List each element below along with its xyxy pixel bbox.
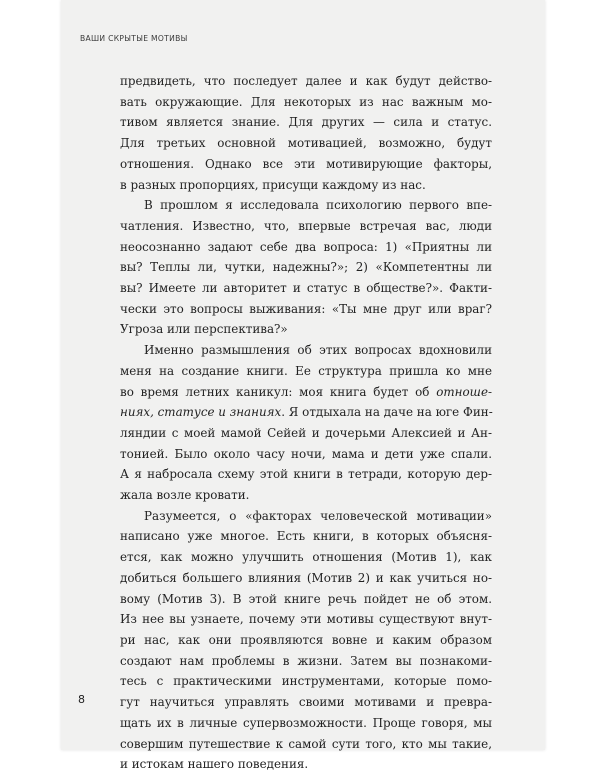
- text-line: щать их в личные супервозможности. Проще говоря, мы: [120, 715, 492, 730]
- text-line: и истокам нашего поведения.: [120, 757, 309, 772]
- text-line: тонией. Было около часу ночи, мама и дети уже спали.: [120, 446, 492, 461]
- text-line: гут научиться управлять своими мотивами и превра-: [120, 695, 492, 710]
- text-line: вому (Мотив 3). В этой книге речь пойдет не об этом.: [120, 591, 492, 606]
- text-line: вать окружающие. Для некоторых из нас важным мо-: [120, 94, 492, 109]
- text-line: совершим путешествие к самой сути того, кто мы такие,: [120, 736, 492, 751]
- running-header: ВАШИ СКРЫТЫЕ МОТИВЫ: [80, 34, 188, 43]
- text-line: вы? Имеете ли авторитет и статус в обществе?». Факти-: [120, 281, 492, 296]
- body-text: [120, 71, 492, 775]
- page-number: 8: [78, 693, 85, 706]
- text-line: отношения. Однако все эти мотивирующие факторы,: [120, 156, 492, 171]
- text-line: меня на создание книги. Ее структура пришла ко мне: [120, 363, 492, 378]
- text-line: А я набросала схему этой книги в тетради, которую дер-: [120, 467, 492, 482]
- text-line: В прошлом я исследовала психологию первого впе-: [144, 198, 492, 213]
- text-line: Угроза или перспектива?»: [120, 322, 288, 337]
- text-line: во время летних каникул: моя книга будет об отноше-: [120, 384, 492, 399]
- italic-text: ниях, статусе и знаниях: [120, 405, 282, 420]
- text-line: чатления. Известно, что, впервые встречая вас, люди: [120, 218, 492, 233]
- text-line: создают нам проблемы в жизни. Затем вы познакоми-: [120, 653, 492, 668]
- text-line: тивом является знание. Для других — сила и статус.: [120, 115, 492, 130]
- text-line: тесь с практическими инструментами, которые помо-: [120, 674, 492, 689]
- italic-text: отноше-: [436, 384, 492, 399]
- text-line: жала возле кровати.: [120, 488, 250, 503]
- text-line: Из нее вы узнаете, почему эти мотивы существуют внут-: [120, 612, 492, 627]
- text-line: Для третьих основной мотивацией, возможно, будут: [120, 136, 492, 151]
- text-line: добиться большего влияния (Мотив 2) и как учиться но-: [120, 570, 492, 585]
- text-line: предвидеть, что последует далее и как будут действо-: [120, 74, 492, 88]
- text-line: ляндии с моей мамой Сейей и дочерьми Алексией и Ан-: [120, 425, 492, 440]
- text-line: неосознанно задают себе два вопроса: 1) «Приятны ли: [120, 239, 492, 254]
- text-line: написано уже многое. Есть книги, в которых объясня-: [120, 529, 492, 544]
- text-line: ется, как можно улучшить отношения (Мотив 1), как: [120, 550, 492, 565]
- text-line: в разных пропорциях, присущи каждому из нас.: [120, 177, 426, 192]
- text-line: ниях, статусе и знаниях. Я отдыхала на даче на юге Фин-: [120, 405, 493, 420]
- text-line: ри нас, как они проявляются вовне и каким образом: [120, 632, 492, 647]
- text-line: Разумеется, о «факторах человеческой мотивации»: [144, 508, 492, 523]
- text-line: чески это вопросы выживания: «Ты мне друг или враг?: [120, 301, 492, 316]
- text-line: Именно размышления об этих вопросах вдохновили: [144, 343, 492, 358]
- text-line: вы? Теплы ли, чутки, надежны?»; 2) «Компетентны ли: [120, 260, 492, 275]
